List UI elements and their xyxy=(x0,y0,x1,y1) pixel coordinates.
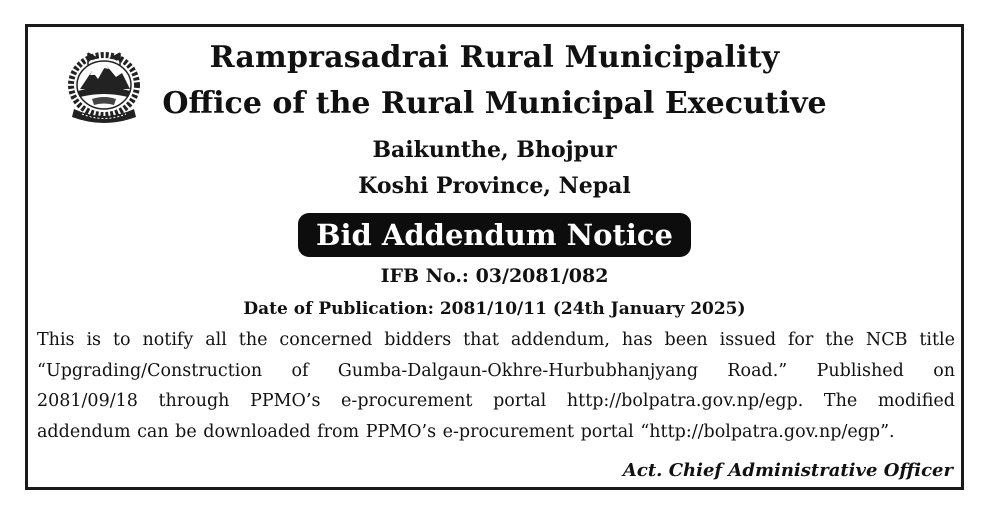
notice-title-badge: Bid Addendum Notice xyxy=(298,213,691,257)
ifb-number: IFB No.: 03/2081/082 xyxy=(380,265,609,287)
org-name: Ramprasadrai Rural Municipality xyxy=(209,40,780,75)
body-line: This is to notify all the concerned bidders that addendum, has been issued for the NCB title xyxy=(37,330,955,350)
notice-title-wrap xyxy=(28,213,961,257)
body-line: addendum can be downloaded from PPMO’s e-procurement portal “http://bolpatra.gov.np/egp”. xyxy=(37,421,895,442)
signatory-title: Act. Chief Administrative Officer xyxy=(622,460,953,481)
body-line: 2081/09/18 through PPMO’s e-procurement portal http://bolpatra.gov.np/egp. The modified xyxy=(37,391,955,411)
body-line: “Upgrading/Construction of Gumba-Dalgaun-Okhre-Hurbubhanjyang Road.” Published on xyxy=(37,360,955,381)
publication-date: Date of Publication: 2081/10/11 (24th January 2025) xyxy=(243,299,746,319)
province-line: Koshi Province, Nepal xyxy=(358,173,631,199)
address-line: Baikunthe, Bhojpur xyxy=(372,137,617,163)
office-name: Office of the Rural Municipal Executive xyxy=(162,86,827,121)
notice-frame xyxy=(25,24,964,490)
notice-body xyxy=(37,325,955,447)
